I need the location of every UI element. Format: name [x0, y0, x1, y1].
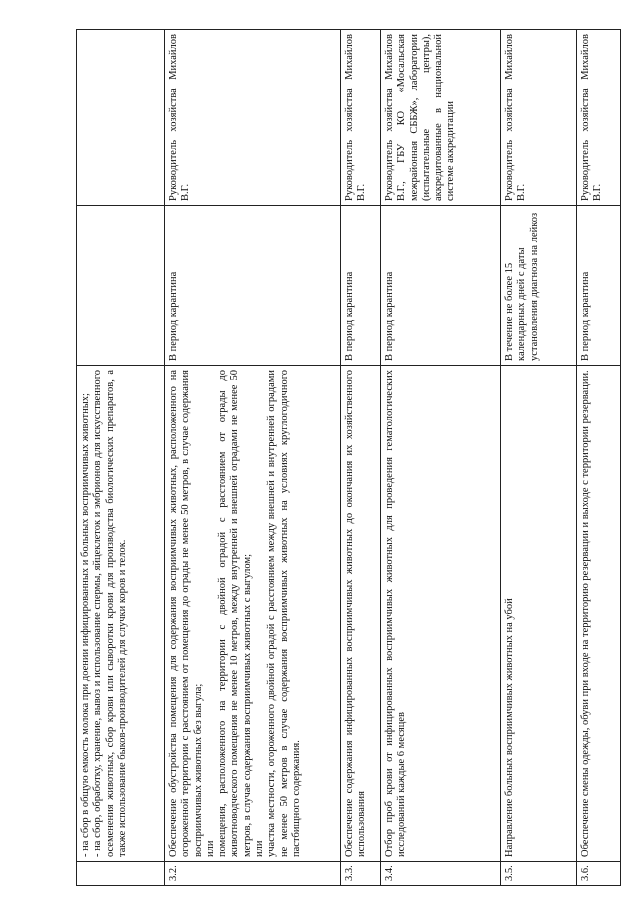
row-number: 3.3.: [341, 862, 381, 886]
term-text: [77, 206, 165, 366]
measure-text: Обеспечение содержания инфицированных восприимчивых животных до окончания их хозяйственного использования: [341, 366, 381, 862]
measure-paragraph: Обеспечение обустройства помещения для содержания восприимчивых животных, расположенного на огороженной территории с расстоянием от помещения до ограды не менее 50 метров, в случае содержания восприимчивых животных без выгула;: [168, 370, 204, 857]
term-text: В период карантина: [165, 206, 341, 366]
measure-text: [165, 366, 341, 862]
measure-paragraph: участка местности, огороженного двойной оградой с расстоянием между внешней и внутренней оградами не менее 50 метров в случае содержания восприимчивых животных на условиях круглогодичного пастбищного содержания.: [266, 370, 302, 857]
measure-paragraph: или: [204, 840, 216, 857]
responsible-text: Руководитель хозяйства Михайлов В.Г.: [341, 30, 381, 206]
measure-paragraph: - на сбор в общую емкость молока при доении инфицированных и больных восприимчивых животных;: [80, 393, 91, 857]
responsible-text: [77, 30, 165, 206]
term-text: В период карантина: [341, 206, 381, 366]
table-row: [577, 30, 621, 886]
table-row: [77, 30, 165, 886]
row-number: [77, 862, 165, 886]
measure-text: Отбор проб крови от инфицированных восприимчивых животных для проведения гематологических исследований каждые 6 месяцев: [381, 366, 501, 862]
table-row: [501, 30, 577, 886]
responsible-text: Руководитель хозяйства Михайлов В.Г.: [165, 30, 341, 206]
term-text: В период карантина: [381, 206, 501, 366]
measures-table: [76, 29, 621, 886]
responsible-text: Руководитель хозяйства Михайлов В.Г.: [501, 30, 577, 206]
rotated-page-content: [76, 30, 620, 886]
table-row: [165, 30, 341, 886]
row-number: 3.5.: [501, 862, 577, 886]
term-text: В период карантина: [577, 206, 621, 366]
table-row: [381, 30, 501, 886]
measure-text: Направление больных восприимчивых животных на убой: [501, 366, 577, 862]
measure-text: [77, 366, 165, 862]
responsible-text: Руководитель хозяйства Михайлов В.Г.: [577, 30, 621, 206]
measure-text: Обеспечение смены одежды, обуви при входе на территорию резервации и выходе с территории резервации.: [577, 366, 621, 862]
measure-paragraph: помещения, расположенного на территории с двойной оградой с расстоянием от ограды до животноводческого помещения не менее 10 метров, между внутренней и внешней оградами не менее 50 метров, в случае содержания восприимчивых животных с выгулом;: [217, 370, 253, 857]
row-number: 3.4.: [381, 862, 501, 886]
table-row: [341, 30, 381, 886]
measure-paragraph: - на сбор, обработку, хранение, вывоз и использование спермы, яйцеклеток и эмбрионов для искусственного осеменения животных, сбор крови или сыворотки крови для производства биологических препаратов, а также использование быков-производителей для случки коров и телок.: [92, 370, 128, 857]
row-number: 3.6.: [577, 862, 621, 886]
term-text: В течение не более 15 календарных дней с даты установления диагноза на лейкоз: [501, 206, 577, 366]
measure-paragraph: или: [254, 840, 266, 857]
responsible-text: Руководитель хозяйства Михайлов В.Г., ГБУ КО «Мосальская межрайонная СББЖ», лаборатории (испытательные центры), аккредитованные в национальной системе аккредитации: [381, 30, 501, 206]
row-number: 3.2.: [165, 862, 341, 886]
